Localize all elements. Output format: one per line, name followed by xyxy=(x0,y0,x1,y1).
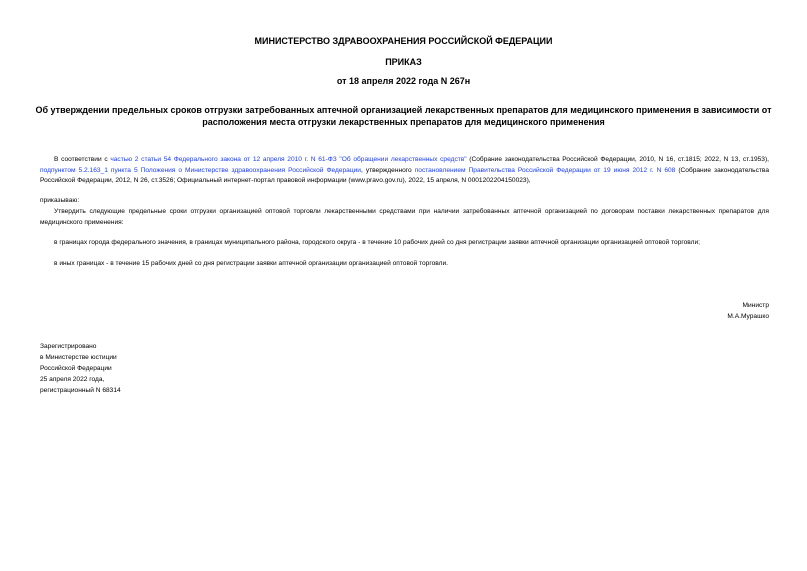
signature-name: М.А.Мурашко xyxy=(727,313,769,320)
preamble-text-3: , утвержденного xyxy=(360,166,415,174)
preamble-paragraph xyxy=(40,155,769,187)
preamble-text-2: (Собрание законодательства Российской Федерации, 2010, N 16, ст.1815; 2022, N 13, ст.1953), xyxy=(466,156,770,163)
registration-line-1: Зарегистрировано xyxy=(40,343,97,350)
government-decree-link[interactable]: постановлением Правительства Российской Федерации от 19 июня 2012 г. N 608 xyxy=(414,166,676,174)
ministry-heading: МИНИСТЕРСТВО ЗДРАВООХРАНЕНИЯ РОССИЙСКОЙ ФЕДЕРАЦИИ xyxy=(254,36,553,46)
signature-block xyxy=(569,300,769,322)
approve-paragraph: Утвердить следующие предельные сроки отгрузки организацией оптовой торговли лекарственными средствами при наличии затребованных аптечной организацией по договорам поставки лекарственных препаратов для медицинского применения: xyxy=(40,208,769,226)
registration-line-5: регистрационный N 68314 xyxy=(40,387,121,394)
registration-line-4: 25 апреля 2022 года, xyxy=(40,376,105,383)
registration-line-3: Российской Федерации xyxy=(40,365,112,372)
law-link[interactable]: частью 2 статьи 54 Федерального закона от 12 апреля 2010 г. N 61-ФЗ "Об обращении лекарственных средств" xyxy=(110,156,467,163)
item-2-paragraph: в иных границах - в течение 15 рабочих дней со дня регистрации заявки аптечной организации организацией оптовой торговли. xyxy=(54,260,448,267)
date-number-heading: от 18 апреля 2022 года N 267н xyxy=(336,76,471,86)
doc-type-heading: ПРИКАЗ xyxy=(385,57,422,67)
registration-line-2: в Министерстве юстиции xyxy=(40,354,117,361)
order-word: приказываю: xyxy=(40,197,80,204)
preamble-text-4: (Собрание законодательства Российской Федерации, 2012, N 26, ст.3526; Официальный интернет-портал правовой информации (www.pravo.gov.ru), 2022, 15 апреля, N 0001202204150023), xyxy=(40,166,769,184)
preamble-text-1: В соответствии с xyxy=(54,156,111,163)
document-title: Об утверждении предельных сроков отгрузки затребованных аптечной организацией лекарственных препаратов для медицинского применения в зависимости от расположения места отгрузки лекарственных препаратов для медицинского применения xyxy=(35,105,772,127)
item-1-paragraph: в границах города федерального значения, в границах муниципального района, городского округа - в течение 10 рабочих дней со дня регистрации заявки аптечной организации организацией оптовой торговли; xyxy=(54,239,700,246)
signature-position: Министр xyxy=(742,302,769,309)
registration-block xyxy=(40,341,240,396)
regulation-link[interactable]: подпунктом 5.2.163_1 пункта 5 Положения о Министерстве здравоохранения Российской Федерации xyxy=(40,166,361,174)
